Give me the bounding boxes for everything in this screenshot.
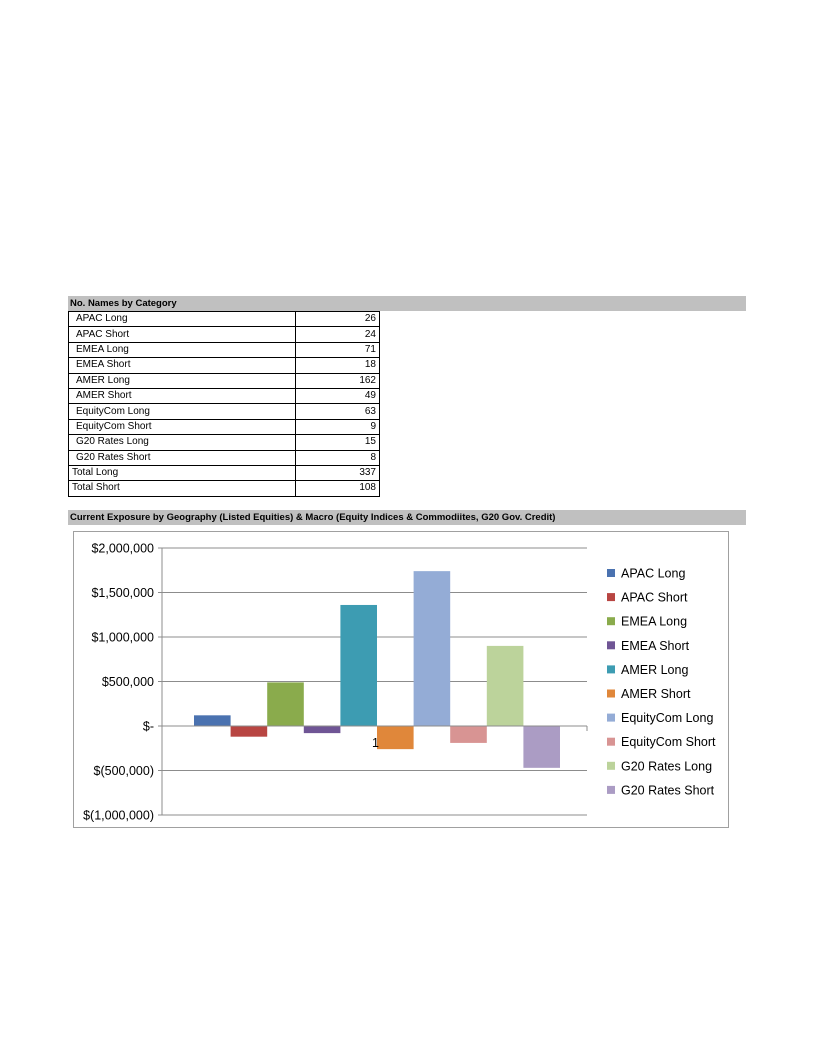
table-row [69, 435, 380, 450]
row-value: 15 [296, 435, 380, 450]
y-tick-label: $500,000 [101, 675, 154, 689]
row-label: G20 Rates Long [69, 435, 296, 450]
row-value: 8 [296, 450, 380, 465]
x-tick-label: 1 [372, 736, 379, 750]
legend-swatch [607, 593, 615, 601]
legend-swatch [607, 738, 615, 746]
row-label: APAC Long [69, 312, 296, 327]
row-value: 71 [296, 342, 380, 357]
bar [267, 682, 304, 726]
row-label: EquityCom Long [69, 404, 296, 419]
row-label: APAC Short [69, 327, 296, 342]
row-label: AMER Long [69, 373, 296, 388]
table-row [69, 419, 380, 434]
row-value: 162 [296, 373, 380, 388]
row-value: 49 [296, 388, 380, 403]
row-value: 63 [296, 404, 380, 419]
bar [194, 715, 231, 726]
legend-swatch [607, 690, 615, 698]
bar [450, 726, 487, 743]
exposure-chart [73, 531, 729, 828]
category-table-header: No. Names by Category [68, 296, 746, 311]
y-tick-label: $(1,000,000) [83, 808, 154, 823]
legend-swatch [607, 786, 615, 794]
bar [304, 726, 341, 733]
legend-label: APAC Short [621, 590, 688, 605]
row-label: G20 Rates Short [69, 450, 296, 465]
legend-label: G20 Rates Long [621, 759, 713, 774]
category-table [68, 311, 380, 497]
y-tick-label: $1,500,000 [91, 586, 154, 600]
table-row [69, 358, 380, 373]
legend-label: APAC Long [621, 566, 686, 581]
bar [340, 605, 377, 726]
legend-swatch [607, 665, 615, 673]
legend-label: EquityCom Short [621, 735, 716, 750]
y-tick-label: $1,000,000 [91, 630, 154, 645]
legend-label: AMER Short [621, 687, 691, 701]
row-value: 108 [296, 481, 380, 496]
table-row [69, 327, 380, 342]
bar [377, 726, 414, 749]
legend-swatch [607, 762, 615, 770]
row-value: 337 [296, 465, 380, 480]
exposure-chart-header: Current Exposure by Geography (Listed Equities) & Macro (Equity Indices & Commodiites, G20 Gov. Credit) [68, 510, 746, 525]
bar [487, 646, 524, 726]
table-row [69, 481, 380, 496]
bar [231, 726, 268, 737]
legend-label: G20 Rates Short [621, 783, 715, 798]
legend-label: EMEA Long [621, 614, 688, 629]
legend-label: AMER Long [621, 662, 689, 677]
legend-label: EMEA Short [621, 638, 690, 653]
y-tick-label: $(500,000) [93, 764, 154, 778]
bar [414, 571, 451, 726]
table-row [69, 312, 380, 327]
row-value: 18 [296, 358, 380, 373]
table-row [69, 388, 380, 403]
table-row [69, 404, 380, 419]
table-row [69, 342, 380, 357]
legend-swatch [607, 714, 615, 722]
table-row [69, 465, 380, 480]
row-label: Total Short [69, 481, 296, 496]
y-tick-label: $2,000,000 [91, 541, 154, 556]
row-label: AMER Short [69, 388, 296, 403]
y-tick-label: $- [142, 719, 154, 734]
row-label: Total Long [69, 465, 296, 480]
legend-swatch [607, 641, 615, 649]
legend-swatch [607, 569, 615, 577]
row-label: EMEA Short [69, 358, 296, 373]
row-label: EquityCom Short [69, 419, 296, 434]
x-axis [162, 726, 587, 750]
row-value: 26 [296, 312, 380, 327]
chart-legend [607, 567, 716, 798]
table-row [69, 450, 380, 465]
legend-label: EquityCom Long [621, 711, 714, 726]
legend-swatch [607, 617, 615, 625]
table-row [69, 373, 380, 388]
row-value: 24 [296, 327, 380, 342]
row-label: EMEA Long [69, 342, 296, 357]
bar [523, 726, 560, 768]
exposure-chart-svg [74, 532, 728, 827]
row-value: 9 [296, 419, 380, 434]
y-axis [83, 542, 162, 823]
